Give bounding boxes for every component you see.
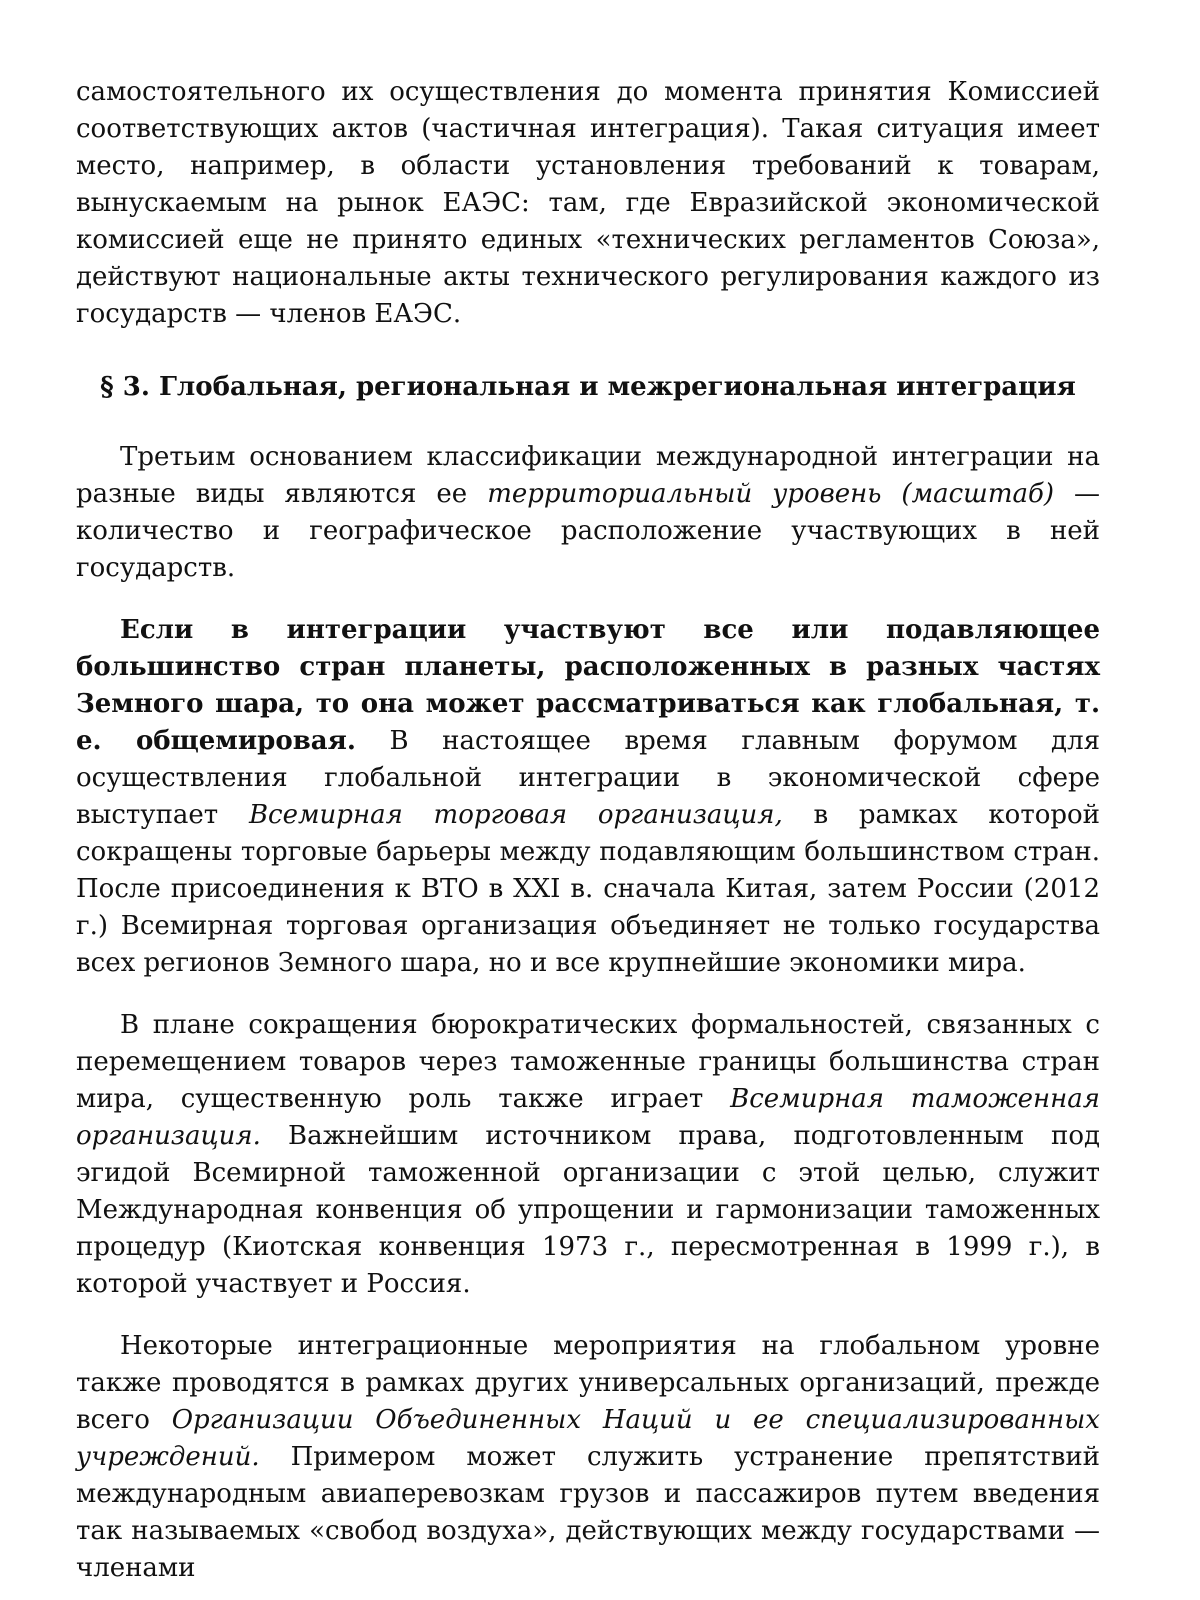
italic-term: территориальный уровень (масштаб) <box>487 479 1054 509</box>
paragraph-text: самостоятельного их осуществления до момента принятия Комиссией соответствующих актов (частичная интеграция). Такая ситуация имеет место, например, в области установления требований к товарам, вынускаемым на рынок ЕАЭС: там, где Евразийской экономической комиссией еще не принято единых «технических регламентов Союза», действуют национальные акты технического регулирования каждого из государств — членов ЕАЭС. <box>76 77 1100 329</box>
paragraph-customs-organization <box>76 1007 1100 1303</box>
paragraph-text: Некоторые интеграционные мероприятия на глобальном уровне также проводятся в рамках других универсальных организаций, прежде всего <box>76 1331 1100 1435</box>
paragraph-text: Примером может служить устранение препятствий международным авиаперевозкам грузов и пассажиров путем введения так называемых «свобод воздуха», действующих между государствами — членами <box>76 1442 1100 1583</box>
document-page <box>76 74 1100 1587</box>
section-heading: § 3. Глобальная, региональная и межрегиональная интеграция <box>100 372 1076 402</box>
italic-term: Всемирная торговая организация, <box>248 800 783 830</box>
paragraph-territorial-level <box>76 439 1100 587</box>
paragraph-continuation <box>76 74 1100 333</box>
paragraph-text: В плане сокращения бюрократических формальностей, связанных с перемещением товаров через таможенные границы большинства стран мира, существенную роль также играет <box>76 1010 1100 1114</box>
bold-definition: Если в интеграции участвуют все или подавляющее большинство стран планеты, расположенных в разных частях Земного шара, то она может рассматриваться как глобальная, т. е. общемировая. <box>76 615 1100 756</box>
paragraph-text: Важнейшим источником права, подготовленным под эгидой Всемирной таможенной организации с этой целью, служит Международная конвенция об упрощении и гармонизации таможенных процедур (Киотская конвенция 1973 г., пересмотренная в 1999 г.), в которой участвует и Россия. <box>76 1121 1100 1299</box>
paragraph-text: Третьим основанием классификации международной интеграции на разные виды являются ее <box>76 442 1100 509</box>
paragraph-un-organizations <box>76 1328 1100 1587</box>
paragraph-global-integration <box>76 612 1100 982</box>
paragraph-text: В настоящее время главным форумом для осуществления глобальной интеграции в экономической сфере выступает <box>76 726 1100 830</box>
italic-term: Организации Объединенных Наций и ее специализированных учреждений. <box>76 1405 1100 1472</box>
paragraph-text: — количество и географическое расположение участвующих в ней государств. <box>76 479 1100 583</box>
italic-term: Всемирная таможенная организация. <box>76 1084 1100 1151</box>
paragraph-text: в рамках которой сокращены торговые барьеры между подавляющим большинством стран. После присоединения к ВТО в XXI в. сначала Китая, затем России (2012 г.) Всемирная торговая организация объединяет не только государства всех регионов Земного шара, но и все крупнейшие экономики мира. <box>76 800 1100 978</box>
